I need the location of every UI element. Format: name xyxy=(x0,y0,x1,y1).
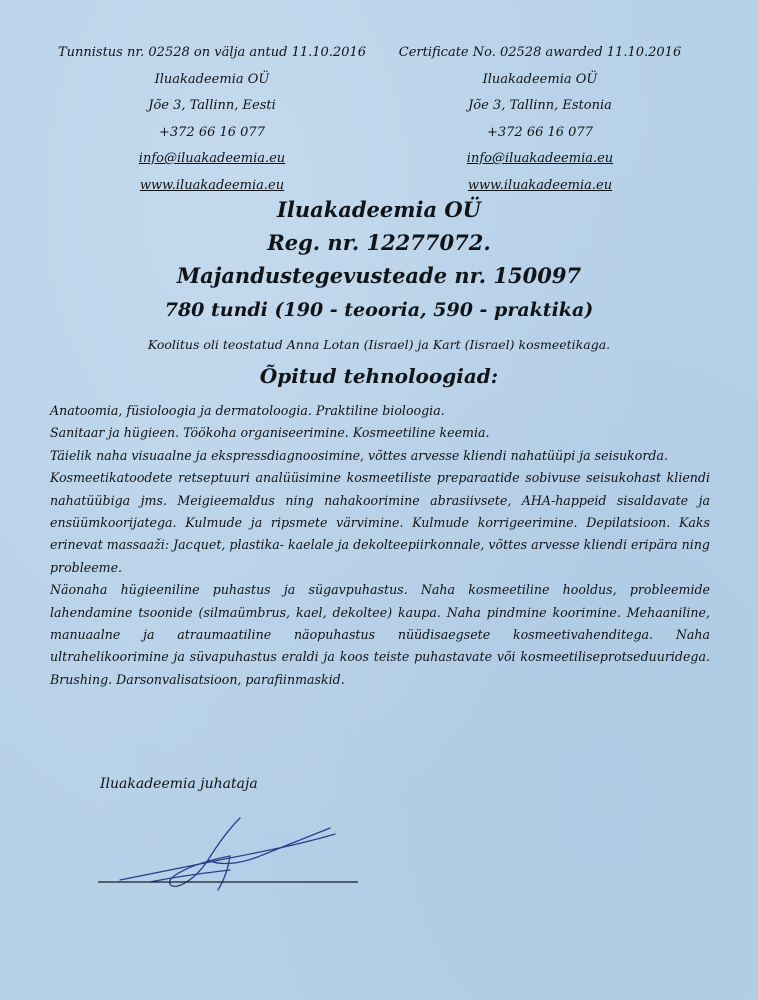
certificate-line-en: Certificate No. 02528 awarded 11.10.2016 xyxy=(398,45,682,60)
phone-et: +372 66 16 077 xyxy=(159,124,265,140)
email-en: info@iluakadeemia.eu xyxy=(466,151,614,166)
company-name-et: Iluakadeemia OÜ xyxy=(154,71,270,87)
company-name-en: Iluakadeemia OÜ xyxy=(482,71,598,87)
technologies-heading: Õpitud tehnoloogiad: xyxy=(259,364,499,388)
director-title: Iluakadeemia juhataja xyxy=(100,776,258,792)
paragraph: Kosmeetikatoodete retseptuuri analüüsimine kosmeetiliste preparaatide sobivuse seisukohast kliendi nahatüübiga jms. Meigieemaldus ning nahakoorimine abrasiivsete, AHA-happeid sisaldavate ja ensüümkoorijatega. Kulmude ja ripsmete värvimine. Kulmude korrigeerimine. Depilatsioon. Kaks erinevat massaaži: Jacquet, plastika- kaelale ja dekolteepiirkonnale, võttes arvesse kliendi eripära ning probleeme. xyxy=(50,470,710,575)
paragraph: Sanitaar ja hügieen. Töökoha organiseerimine. Kosmeetiline keemia. xyxy=(50,425,490,441)
issuer-english xyxy=(380,40,700,199)
license-number: Majandustegevusteade nr. 150097 xyxy=(176,263,582,288)
certificate-line-et: Tunnistus nr. 02528 on välja antud 11.10.2016 xyxy=(57,45,367,60)
website-en: www.iluakadeemia.eu xyxy=(467,177,613,193)
technologies-list xyxy=(50,400,710,691)
website-et: www.iluakadeemia.eu xyxy=(139,177,285,193)
address-en: Jõe 3, Tallinn, Estonia xyxy=(468,98,612,113)
phone-en: +372 66 16 077 xyxy=(487,124,593,140)
paragraph: Täielik naha visuaalne ja ekspressdiagnoosimine, võttes arvesse kliendi nahatüüpi ja seisukorda. xyxy=(50,447,668,463)
main-company-name: Iluakadeemia OÜ xyxy=(277,197,481,222)
paragraph: Näonaha hügieeniline puhastus ja sügavpuhastus. Naha kosmeetiline hooldus, probleemide lahendamine tsoonide (silmaümbrus, kael, dekoltee) kaupa. Naha pindmine koorimine. Mehaaniline, manuaalne ja atraumaatiline näopuhastus nüüdisaegsete kosmeetivahenditega. Naha ultrahelikoorimine ja süvapuhastus eraldi ja koos teiste puhastavate või kosmeetiliseprotseduuridega. Brushing. Darsonvalisatsioon, parafiinmaskid. xyxy=(50,582,710,687)
trainer-note: Koolitus oli teostatud Anna Lotan (Iisrael) ja Kart (Iisrael) kosmeetikaga. xyxy=(147,337,611,352)
registration-number: Reg. nr. 12277072. xyxy=(267,230,491,255)
handwritten-signature xyxy=(90,810,370,900)
training-hours: 780 tundi (190 - teooria, 590 - praktika) xyxy=(164,299,594,321)
address-et: Jõe 3, Tallinn, Eesti xyxy=(148,98,276,113)
issuer-estonian xyxy=(52,40,372,199)
email-et: info@iluakadeemia.eu xyxy=(138,151,286,166)
paragraph: Anatoomia, füsioloogia ja dermatoloogia. Praktiline bioloogia. xyxy=(50,403,445,418)
